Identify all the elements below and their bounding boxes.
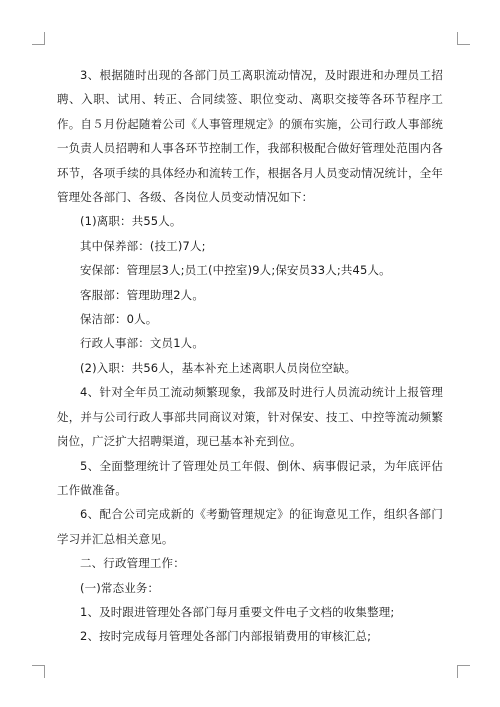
paragraph-item4-turnover: 4、针对全年员工流动频繁现象，我部及时进行人员流动统计上报管理处，并与公司行政人事部共同商议对策，针对保安、技工、中控等流动频繁岗位，广泛扩大招聘渠道，现已基本补充到位。 [57,385,443,449]
crop-mark-bottom-right [457,665,470,678]
crop-mark-top-left [32,32,45,45]
paragraph-routine-item2: 2、按时完成每月管理处各部门内部报销费用的审核汇总; [80,629,372,644]
paragraph-departures-total: (1)离职：共55人。 [80,214,182,229]
paragraph-hires-total: (2)入职：共56人，基本补充上述离职人员岗位空缺。 [80,360,357,375]
paragraph-security-dept: 安保部：管理层3人;员工(中控室)9人;保安员33人;共45人。 [80,263,391,278]
paragraph-customer-service-dept: 客服部：管理助理2人。 [80,287,204,302]
paragraph-admin-hr-dept: 行政人事部：文员1人。 [80,336,204,351]
paragraph-routine-item1: 1、及时跟进管理处各部门每月重要文件电子文档的收集整理; [80,604,395,619]
document-body [57,63,443,649]
paragraph-maintenance-dept: 其中保养部：(技工)7人; [80,238,206,253]
subsection-heading-routine-business: (一)常态业务： [80,580,160,595]
crop-mark-bottom-left [32,665,45,678]
crop-mark-top-right [457,32,470,45]
paragraph-item3-staffing: 3、根据随时出现的各部门员工离职流动情况，及时跟进和办理员工招聘、入职、试用、转正、合同续签、职位变动、离职交接等各环节程序工作。自５月份起随着公司《人事管理规定》的颁布实施，公司行政人事部统一负责人员招聘和人事各环节控制工作，我部积极配合做好管理处范围内各环节，各项手续的具体经办和流转工作，根据各月人员变动情况统计，全年管理处各部门、各级、各岗位人员变动情况如下： [57,68,443,205]
paragraph-cleaning-dept: 保洁部：0人。 [80,312,158,327]
paragraph-item5-leave-records: 5、全面整理统计了管理处员工年假、倒休、病事假记录，为年底评估工作做准备。 [57,458,443,497]
section-heading-admin-management: 二、行政管理工作： [80,556,185,571]
paragraph-item6-attendance-rules: 6、配合公司完成新的《考勤管理规定》的征询意见工作，组织各部门学习并汇总相关意见。 [57,507,443,546]
